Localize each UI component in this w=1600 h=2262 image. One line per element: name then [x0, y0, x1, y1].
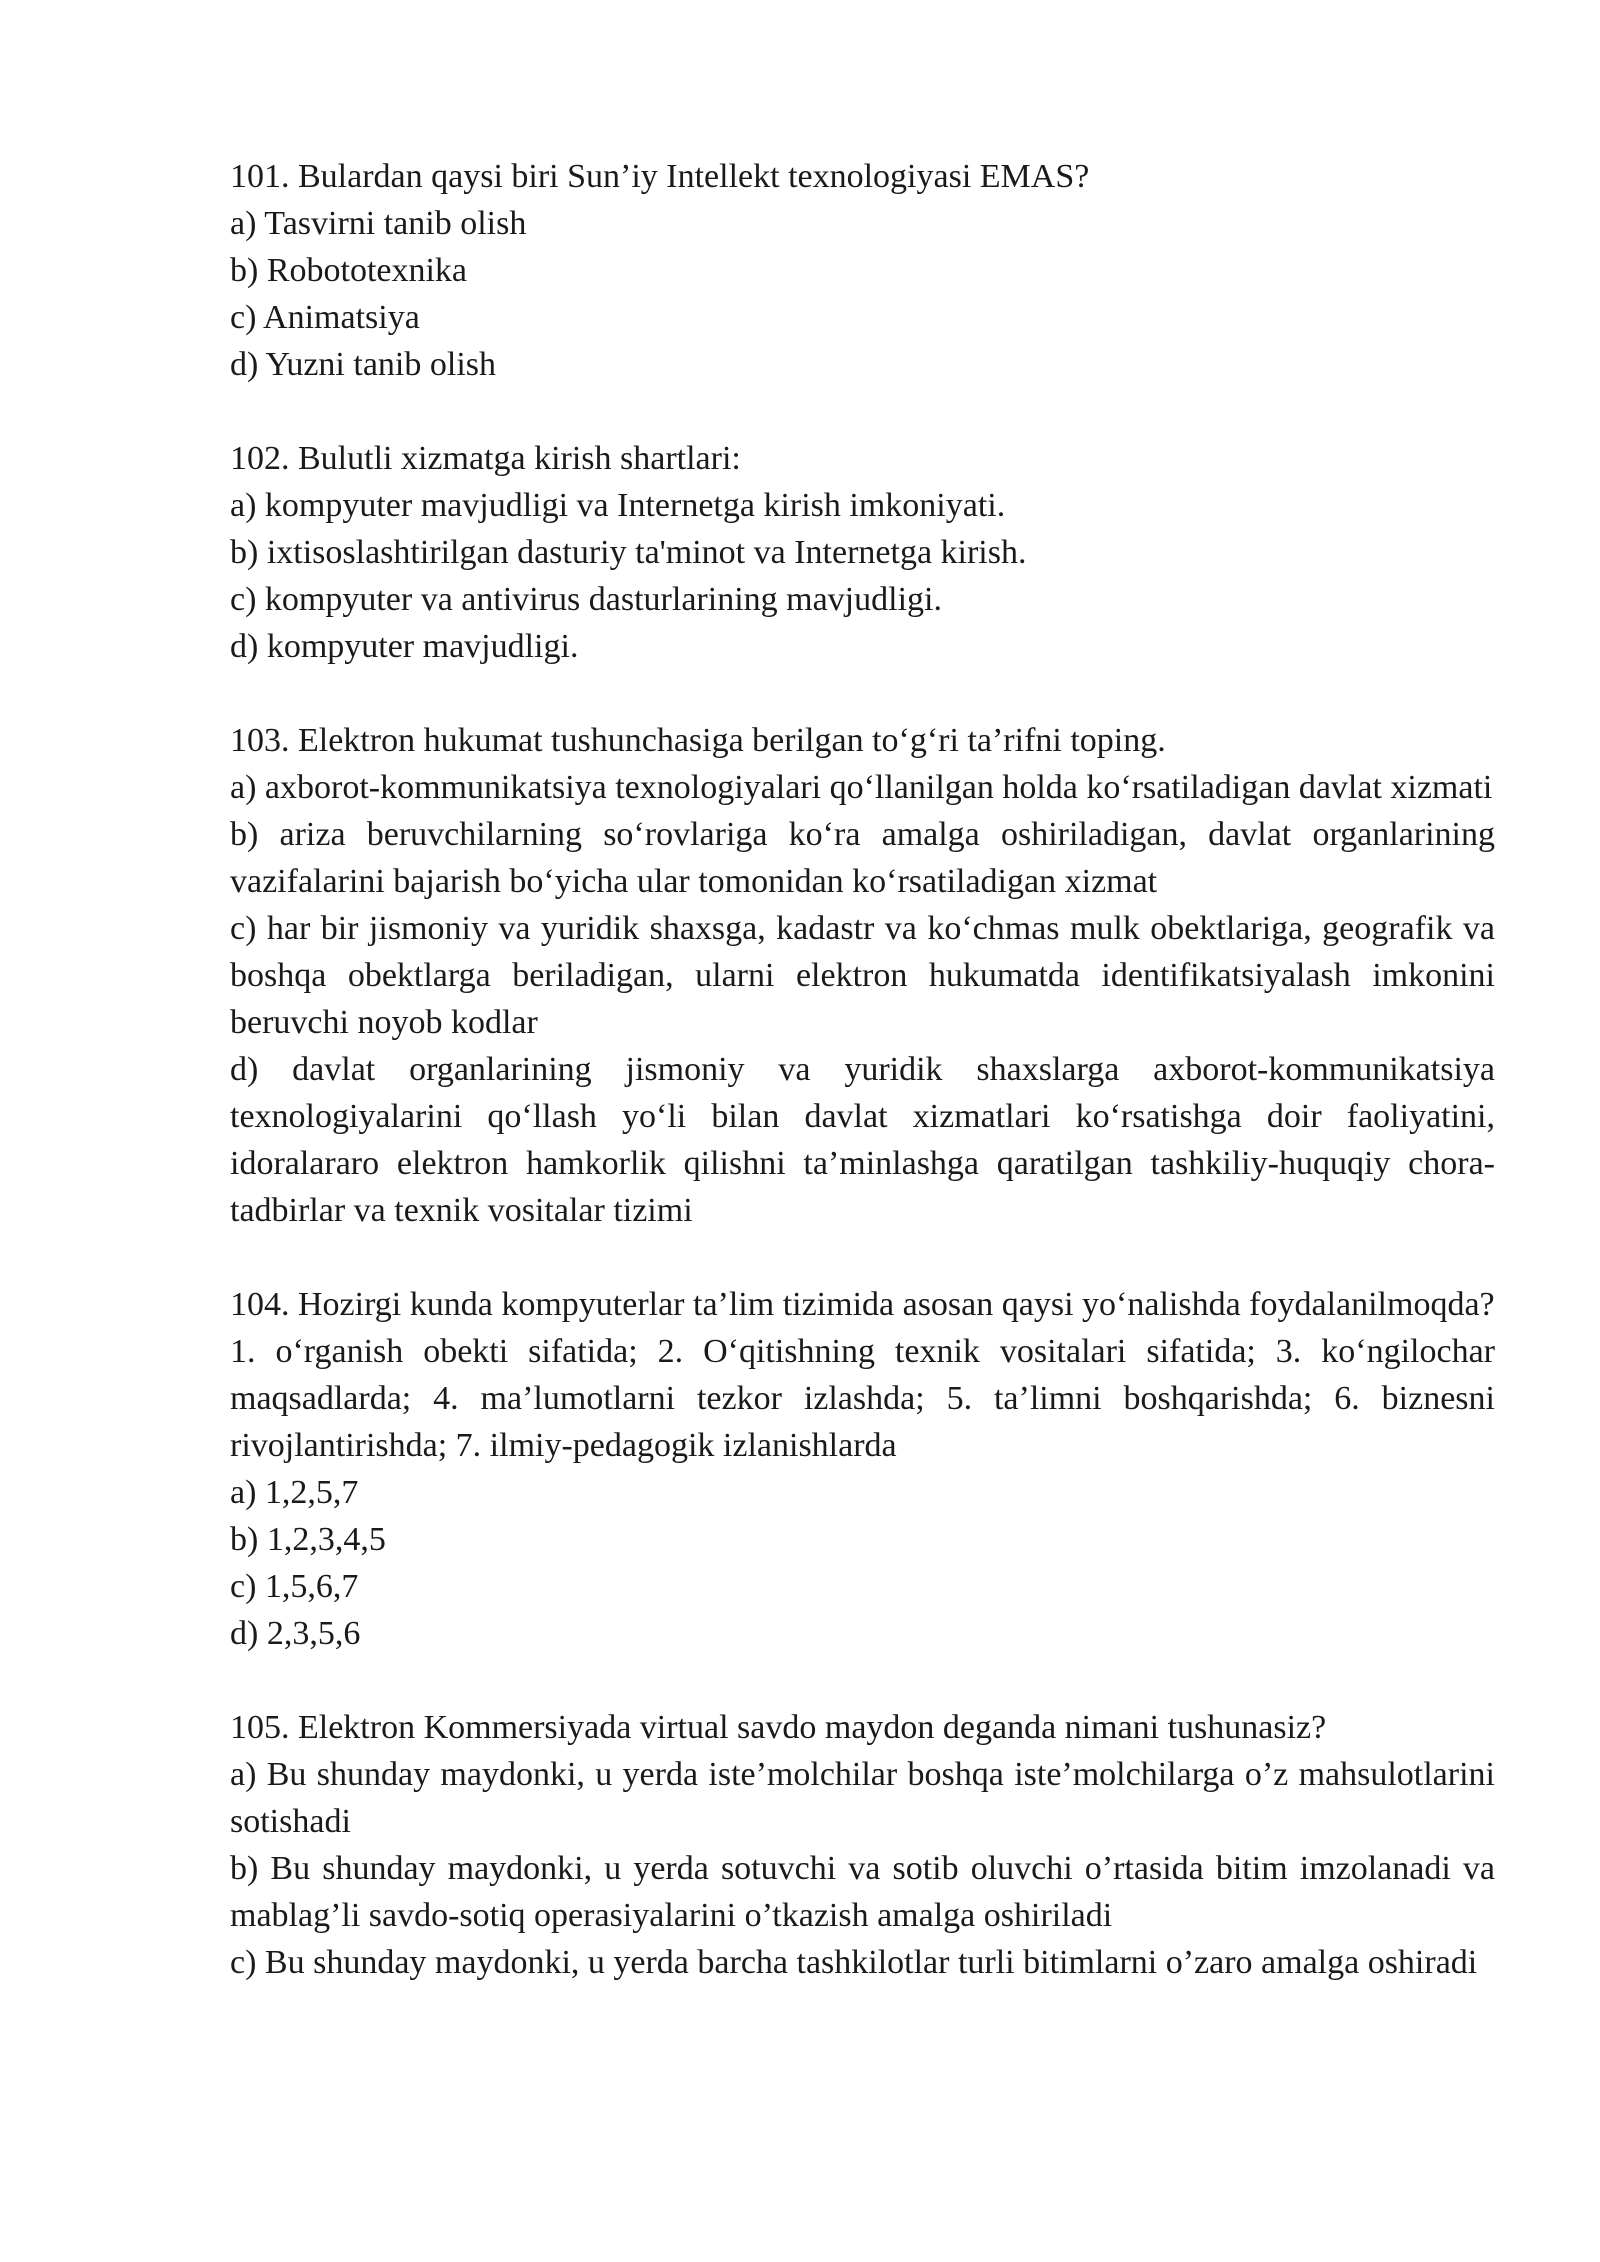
document-page: [230, 153, 1495, 2033]
answer-option-b: b) Bu shunday maydonki, u yerda sotuvchi va sotib oluvchi o’rtasida bitim imzolanadi va mablag’li savdo-sotiq operasiyalarini o’tkazish amalga oshiriladi: [230, 1850, 1495, 1934]
answer-option-d: d) Yuzni tanib olish: [230, 346, 496, 383]
answer-option-b: b) ariza beruvchilarning so‘rovlariga ko‘ra amalga oshiriladigan, davlat organlarining vazifalarini bajarish bo‘yicha ular tomonidan ko‘rsatiladigan xizmat: [230, 816, 1495, 900]
question-text: 103. Elektron hukumat tushunchasiga berilgan to‘g‘ri ta’rifni toping.: [230, 722, 1166, 759]
answer-option-c: c) har bir jismoniy va yuridik shaxsga, kadastr va ko‘chmas mulk obektlariga, geografik va boshqa obektlarga beriladigan, ularni elektron hukumatda identifikatsiyalash imkonini beruvchi noyob kodlar: [230, 910, 1495, 1041]
question-103: [230, 717, 1495, 1234]
answer-option-a: a) kompyuter mavjudligi va Internetga kirish imkoniyati.: [230, 487, 1006, 524]
answer-option-a: a) axborot-kommunikatsiya texnologiyalari qo‘llanilgan holda ko‘rsatiladigan davlat xizmati: [230, 769, 1493, 806]
answer-option-b: b) Robototexnika: [230, 252, 468, 289]
question-statement-list: 1. o‘rganish obekti sifatida; 2. O‘qitishning texnik vositalari sifatida; 3. ko‘ngilochar maqsadlarda; 4. ma’lumotlarni tezkor izlashda; 5. ta’limni boshqarishda; 6. biznesni rivojlantirishda; 7. ilmiy-pedagogik izlanishlarda: [230, 1333, 1495, 1464]
answer-option-d: d) kompyuter mavjudligi.: [230, 628, 579, 665]
answer-option-a: a) Bu shunday maydonki, u yerda iste’molchilar boshqa iste’molchilarga o’z mahsulotlarini sotishadi: [230, 1756, 1495, 1840]
answer-option-b: b) 1,2,3,4,5: [230, 1521, 386, 1558]
answer-option-c: c) Bu shunday maydonki, u yerda barcha tashkilotlar turli bitimlarni o’zaro amalga oshiradi: [230, 1944, 1478, 1981]
answer-option-d: d) davlat organlarining jismoniy va yuridik shaxslarga axborot-kommunikatsiya texnologiyalarini qo‘llash yo‘li bilan davlat xizmatlari ko‘rsatishga doir faoliyatini, idoralararo elektron hamkorlik qilishni ta’minlashga qaratilgan tashkiliy-huquqiy chora-tadbirlar va texnik vositalar tizimi: [230, 1051, 1495, 1229]
answer-option-c: c) kompyuter va antivirus dasturlarining mavjudligi.: [230, 581, 942, 618]
answer-option-c: c) Animatsiya: [230, 299, 420, 336]
question-101: [230, 153, 1495, 388]
question-text: 102. Bulutli xizmatga kirish shartlari:: [230, 440, 741, 477]
question-text: 105. Elektron Kommersiyada virtual savdo maydon deganda nimani tushunasiz?: [230, 1709, 1327, 1746]
answer-option-d: d) 2,3,5,6: [230, 1615, 361, 1652]
answer-option-a: a) 1,2,5,7: [230, 1474, 359, 1511]
question-104: [230, 1281, 1495, 1657]
question-text: 101. Bulardan qaysi biri Sun’iy Intellekt texnologiyasi EMAS?: [230, 158, 1090, 195]
answer-option-a: a) Tasvirni tanib olish: [230, 205, 527, 242]
question-102: [230, 435, 1495, 670]
answer-option-c: c) 1,5,6,7: [230, 1568, 359, 1605]
answer-option-b: b) ixtisoslashtirilgan dasturiy ta'minot va Internetga kirish.: [230, 534, 1027, 571]
question-text: 104. Hozirgi kunda kompyuterlar ta’lim tizimida asosan qaysi yo‘nalishda foydalanilmoqda?: [230, 1286, 1495, 1323]
question-105: [230, 1704, 1495, 1986]
